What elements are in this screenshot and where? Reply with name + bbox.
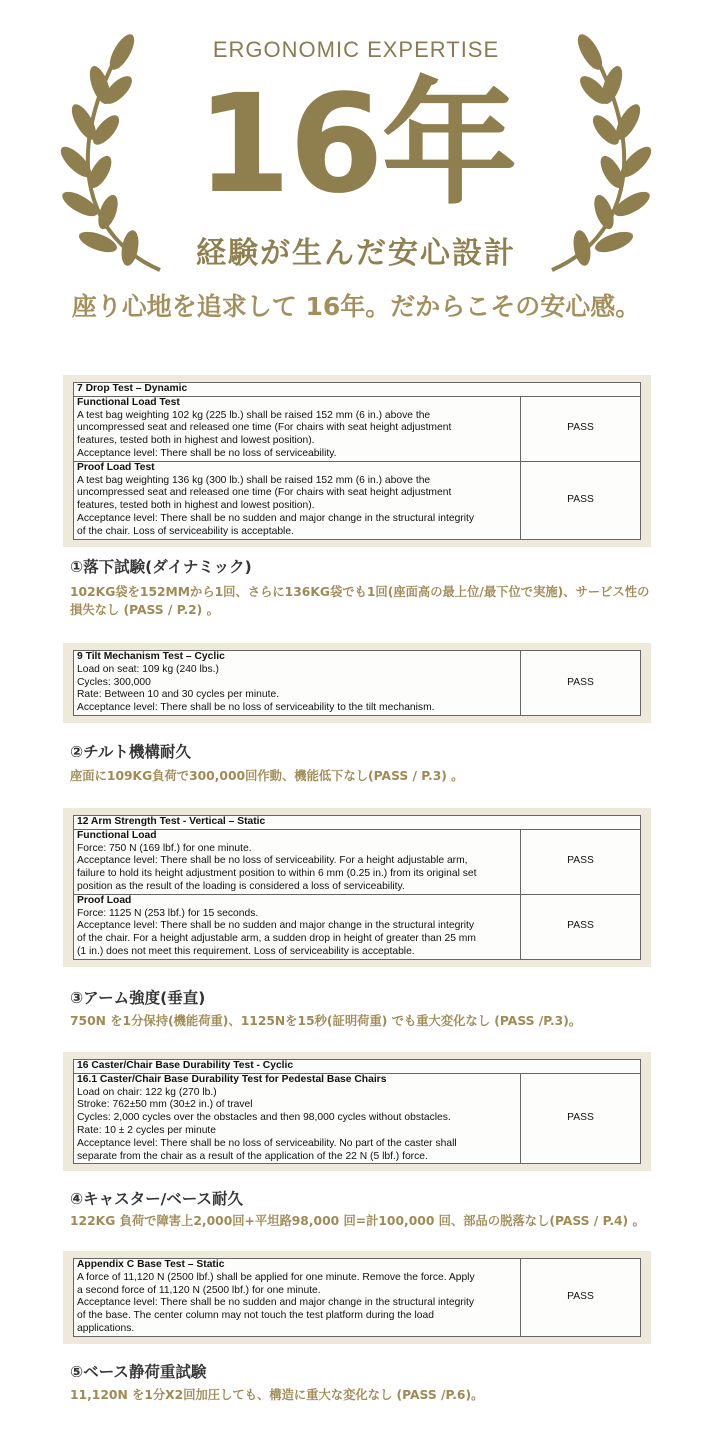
spec-line: A force of 11,120 N (2500 lbf.) shall be applied for one minute. Remove the force. Apply	[77, 1271, 475, 1283]
spec-line: Load on chair: 122 kg (270 lb.)	[77, 1086, 217, 1098]
section-title: ④キャスター/ベース耐久	[70, 1190, 244, 1208]
section-title: ①落下試験(ダイナミック)	[70, 558, 252, 576]
result-cell: PASS	[521, 396, 641, 461]
hero-eyebrow: ERGONOMIC EXPERTISE	[212, 37, 500, 62]
spec-line: uncompressed seat and released one time (For chairs with seat height adjustment	[77, 487, 452, 499]
test-panel-drop	[63, 375, 651, 547]
result-cell: PASS	[521, 894, 641, 959]
spec-line: Rate: 10 ± 2 cycles per minute	[77, 1124, 217, 1136]
test-panel-arm	[63, 808, 651, 967]
result-cell: PASS	[521, 829, 641, 894]
spec-table	[73, 815, 641, 960]
result-cell: PASS	[521, 461, 641, 539]
spec-table	[73, 1258, 641, 1337]
spec-line: position as the result of the loading is considered a loss of serviceability.	[77, 880, 405, 892]
spec-header: 12 Arm Strength Test - Vertical – Static	[74, 816, 641, 830]
result-cell: PASS	[521, 1259, 641, 1337]
spec-line: Acceptance level: There shall be no sudden and major change in the structural integrity	[77, 1297, 475, 1309]
test-panel-tilt	[63, 643, 651, 723]
spec-line: A test bag weighting 136 kg (300 lb.) shall be raised 152 mm (6 in.) above the	[77, 474, 431, 486]
spec-line: of the chair. For a height adjustable arm, a sudden drop in height of greater than 25 mm	[77, 933, 476, 945]
section-title: ⑤ベース静荷重試験	[70, 1363, 207, 1381]
spec-line: (1 in.) does not meet this requirement. Loss of serviceability is acceptable.	[77, 945, 415, 957]
spec-line: A test bag weighting 102 kg (225 lb.) shall be raised 152 mm (6 in.) above the	[77, 409, 431, 421]
result-cell: PASS	[521, 1073, 641, 1164]
spec-row-title: Functional Load	[77, 829, 157, 841]
section-title: ③アーム強度(垂直)	[70, 989, 206, 1007]
spec-line: features, tested both in highest and lowest position).	[77, 500, 315, 512]
spec-line: Rate: Between 10 and 30 cycles per minute.	[77, 689, 280, 701]
table-row	[74, 1073, 641, 1164]
spec-line: of the chair. Loss of serviceability is acceptable.	[77, 525, 294, 537]
spec-row-title: Functional Load Test	[77, 396, 180, 408]
section-description: 122KG 負荷で障害上2,000回+平坦路98,000 回=計100,000 回、部品の脱落なし(PASS / P.4) 。	[70, 1214, 645, 1228]
section-title: ②チルト機構耐久	[70, 743, 191, 761]
hero-subtitle: 経験が生んだ安心設計	[196, 236, 516, 271]
spec-row-title: 9 Tilt Mechanism Test – Cyclic	[77, 651, 225, 662]
spec-line: separate from the chair as a result of the application of the 22 N (5 lbf.) force.	[77, 1150, 428, 1162]
spec-line: Acceptance level: There shall be no loss of serviceability to the tilt mechanism.	[77, 702, 435, 714]
hero-tagline: 座り心地を追求して 16年。だからこその安心感。	[71, 292, 641, 321]
test-panel-base	[63, 1251, 651, 1344]
spec-line: Stroke: 762±50 mm (30±2 in.) of travel	[77, 1099, 253, 1111]
hero-years: 16年	[196, 66, 516, 224]
spec-line: Acceptance level: There shall be no loss of serviceability. For a height adjustable arm,	[77, 855, 468, 867]
spec-table	[73, 382, 641, 540]
table-row	[74, 461, 641, 539]
spec-line: failure to hold its height adjustment position to within 6 mm (0.25 in.) from its original set	[77, 868, 477, 880]
table-row	[74, 894, 641, 959]
spec-line: Cycles: 2,000 cycles over the obstacles and then 98,000 cycles without obstacles.	[77, 1112, 451, 1124]
spec-line: of the base. The center column may not touch the test platform during the load	[77, 1310, 434, 1322]
spec-table	[73, 1059, 641, 1164]
spec-row-title: 16.1 Caster/Chair Base Durability Test for Pedestal Base Chairs	[77, 1073, 387, 1085]
hero	[0, 0, 712, 340]
table-row	[74, 829, 641, 894]
test-panel-caster	[63, 1052, 651, 1171]
spec-line: Force: 750 N (169 lbf.) for one minute.	[77, 842, 252, 854]
spec-row-title: Proof Load	[77, 894, 132, 906]
spec-line: Load on seat: 109 kg (240 lbs.)	[77, 663, 219, 675]
spec-line: a second force of 11,120 N (2500 lbf.) for one minute.	[77, 1284, 321, 1296]
spec-header: 7 Drop Test – Dynamic	[74, 383, 641, 397]
section-description: 750N を1分保持(機能荷重)、1125Nを15秒(証明荷重) でも重大変化なし (PASS /P.3)。	[70, 1014, 582, 1028]
spec-line: Acceptance level: There shall be no sudden and major change in the structural integrity	[77, 920, 475, 932]
section-description: 102KG袋を152MMから1回、さらに136KG袋でも1回(座面高の最上位/最下位で実施)、サービス性の損失なし (PASS / P.2) 。	[70, 585, 650, 617]
table-row	[74, 1259, 641, 1337]
spec-line: uncompressed seat and released one time (For chairs with seat height adjustment	[77, 422, 452, 434]
spec-line: applications.	[77, 1322, 135, 1334]
spec-line: Cycles: 300,000	[77, 676, 151, 688]
result-cell: PASS	[521, 651, 641, 716]
spec-line: Force: 1125 N (253 lbf.) for 15 seconds.	[77, 907, 259, 919]
spec-line: Acceptance level: There shall be no loss of serviceability. No part of the caster shall	[77, 1137, 457, 1149]
spec-header: 16 Caster/Chair Base Durability Test - Cyclic	[74, 1060, 641, 1074]
spec-row-title: Appendix C Base Test – Static	[77, 1259, 225, 1270]
spec-row-title: Proof Load Test	[77, 461, 155, 473]
section-description: 11,120N を1分X2回加圧しても、構造に重大な変化なし (PASS /P.6)。	[70, 1388, 484, 1402]
spec-line: features, tested both in highest and lowest position).	[77, 435, 315, 447]
spec-line: Acceptance level: There shall be no sudden and major change in the structural integrity	[77, 512, 475, 524]
spec-line: Acceptance level: There shall be no loss of serviceability.	[77, 447, 337, 459]
table-row	[74, 396, 641, 461]
spec-table	[73, 650, 641, 716]
section-description: 座面に109KG負荷で300,000回作動、機能低下なし(PASS / P.3) 。	[70, 769, 464, 783]
table-row	[74, 651, 641, 716]
